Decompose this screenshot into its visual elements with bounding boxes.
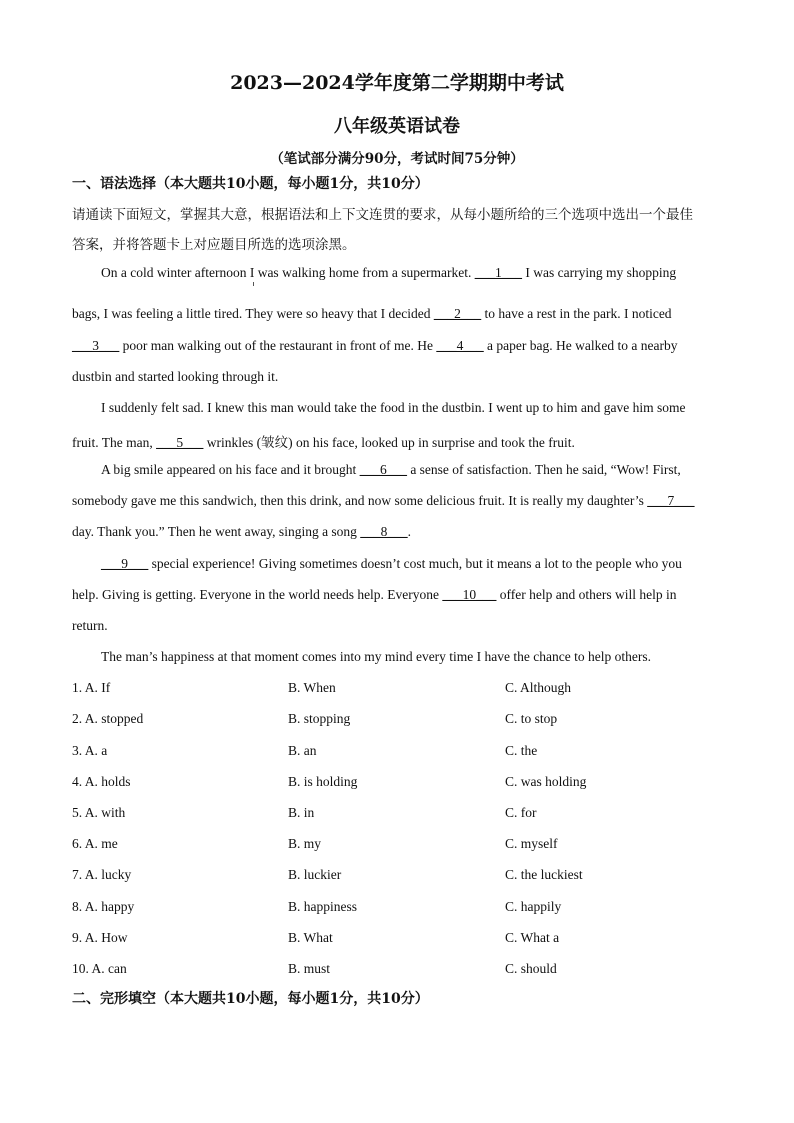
blank-8: ___8___ (360, 524, 408, 539)
passage-line (72, 587, 677, 603)
passage-text: bags, I was feeling a little tired. They were so heavy that I decided (72, 306, 434, 321)
blank-10: ___10___ (442, 587, 497, 602)
option-4a: 4. A. holds (72, 774, 131, 789)
passage-text: a paper bag. He walked to a nearby (483, 338, 678, 353)
blank-4: ___4___ (436, 338, 484, 353)
passage-line: return. (72, 618, 108, 633)
exam-note: （笔试部分满分90分，考试时间75分钟） (270, 151, 524, 167)
passage-text: wrinkles (皱纹) on his face, looked up in surprise and took the fruit. (203, 435, 575, 450)
option-9c: C. What a (505, 930, 560, 945)
section-heading-cloze: 二、完形填空（本大题共10小题，每小题1分，共10分） (72, 991, 429, 1007)
passage-line (72, 306, 672, 322)
option-6b: B. my (288, 836, 322, 851)
option-5a: 5. A. with (72, 805, 126, 820)
option-8a: 8. A. happy (72, 899, 135, 914)
passage-line: dustbin and started looking through it. (72, 369, 279, 384)
passage-text: fruit. The man, (72, 435, 157, 450)
option-2b: B. stopping (288, 711, 351, 726)
option-8c: C. happily (505, 899, 562, 914)
option-7b: B. luckier (288, 867, 342, 882)
option-1a: 1. A. If (72, 680, 111, 695)
blank-3: ___3___ (72, 338, 120, 353)
passage-text: a sense of satisfaction. Then he said, “Wow! First, (406, 462, 681, 477)
exam-title: 2023—2024学年度第二学期期中考试 (230, 72, 564, 94)
passage-line (72, 493, 695, 509)
passage-line (72, 431, 575, 451)
passage-text: somebody gave me this sandwich, then this drink, and now some delicious fruit. It is really my daughter’s (72, 493, 648, 508)
passage-text: On a cold winter afternoon I was walking home from a supermarket. (101, 265, 475, 280)
option-8b: B. happiness (288, 899, 357, 914)
option-1c: C. Although (505, 680, 572, 695)
option-3a: 3. A. a (72, 743, 108, 758)
option-4b: B. is holding (288, 774, 358, 789)
passage-line (101, 556, 682, 572)
passage-line: The man’s happiness at that moment comes into my mind every time I have the chance to help others. (101, 649, 651, 664)
option-10b: B. must (288, 961, 331, 976)
passage-text: . (407, 524, 411, 539)
passage-text: offer help and others will help in (496, 587, 677, 602)
option-4c: C. was holding (505, 774, 587, 789)
option-3b: B. an (288, 743, 317, 758)
option-9a: 9. A. How (72, 930, 128, 945)
passage-text: to have a rest in the park. I noticed (481, 306, 672, 321)
option-6a: 6. A. me (72, 836, 118, 851)
passage-text: help. Giving is getting. Everyone in the world needs help. Everyone (72, 587, 443, 602)
option-9b: B. What (288, 930, 333, 945)
passage-line (72, 524, 411, 540)
blank-1: ___1___ (474, 265, 523, 280)
option-3c: C. the (505, 743, 538, 758)
option-2c: C. to stop (505, 711, 558, 726)
blank-7: ___7___ (647, 493, 695, 508)
option-5b: B. in (288, 805, 315, 820)
option-6c: C. myself (505, 836, 558, 851)
instruction-line-2: 答案，并将答题卡上对应题目所选的选项涂黑。 (72, 237, 356, 253)
passage-line (72, 338, 677, 354)
blank-2: ___2___ (433, 306, 482, 321)
blank-9: ___9___ (101, 556, 149, 571)
passage-text: I was carrying my shopping (522, 265, 677, 280)
passage-line (101, 462, 681, 478)
instruction-line-1: 请通读下面短文，掌握其大意，根据语法和上下文连贯的要求，从每小题所给的三个选项中选出一个最佳 (72, 207, 693, 223)
option-10a: 10. A. can (72, 961, 127, 976)
blank-5: ___5___ (156, 435, 204, 450)
passage-text: poor man walking out of the restaurant in front of me. He (119, 338, 437, 353)
passage-text: A big smile appeared on his face and it brought (101, 462, 360, 477)
passage-text: day. Thank you.” Then he went away, singing a song (72, 524, 361, 539)
option-7a: 7. A. lucky (72, 867, 132, 882)
exam-subtitle: 八年级英语试卷 (334, 116, 460, 137)
passage-line: I suddenly felt sad. I knew this man would take the food in the dustbin. I went up to him and gave him some (101, 400, 686, 415)
option-10c: C. should (505, 961, 557, 976)
option-1b: B. When (288, 680, 336, 695)
stray-mark (253, 282, 254, 286)
section-heading-grammar: 一、语法选择（本大题共10小题，每小题1分，共10分） (72, 176, 429, 192)
option-5c: C. for (505, 805, 537, 820)
passage-line (101, 265, 676, 281)
option-7c: C. the luckiest (505, 867, 583, 882)
blank-6: ___6___ (359, 462, 407, 477)
passage-text: special experience! Giving sometimes doesn’t cost much, but it means a lot to the people who you (148, 556, 682, 571)
option-2a: 2. A. stopped (72, 711, 144, 726)
